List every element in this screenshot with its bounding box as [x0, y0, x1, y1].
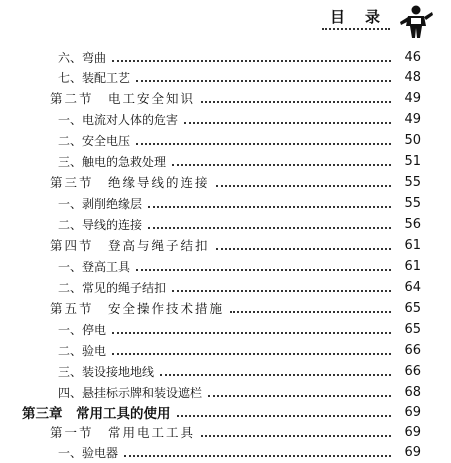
toc-entry-page: 66 [404, 342, 421, 358]
toc-entry[interactable] [0, 66, 451, 88]
toc-entry[interactable] [0, 276, 451, 298]
toc-entry-page: 55 [404, 195, 421, 211]
dot-leader [124, 455, 391, 457]
toc-entry-label: 六、弯曲 [58, 50, 107, 65]
toc-entry-label: 一、验电器 [58, 445, 119, 460]
toc-section[interactable] [0, 171, 451, 193]
toc-entry[interactable] [0, 360, 451, 382]
toc-entry[interactable] [0, 108, 451, 130]
toc-entry[interactable] [0, 192, 451, 214]
toc-entry-page: 50 [404, 132, 421, 148]
toc-section-label: 第二节 电工安全知识 [50, 91, 196, 106]
toc-entry-label: 二、安全电压 [58, 133, 131, 148]
toc-entry-page: 49 [404, 90, 421, 106]
toc-section[interactable] [0, 421, 451, 443]
toc-section[interactable] [0, 297, 451, 319]
dot-leader [112, 60, 391, 62]
toc-entry[interactable] [0, 129, 451, 151]
toc-section-label: 第一节 常用电工工具 [50, 425, 196, 440]
toc-entry-page: 46 [404, 49, 421, 65]
toc-entry[interactable] [0, 150, 451, 172]
toc-section[interactable] [0, 87, 451, 109]
toc-entry-page: 48 [404, 69, 421, 85]
toc-entry-page: 51 [404, 153, 421, 169]
toc-entry-label: 二、导线的连接 [58, 217, 143, 232]
toc-entry-label: 三、装设接地地线 [58, 364, 155, 379]
toc-section[interactable] [0, 234, 451, 256]
dot-leader [148, 227, 391, 229]
toc-entry-page: 69 [404, 404, 421, 420]
toc-entry-label: 三、触电的急救处理 [58, 154, 167, 169]
dot-leader [184, 122, 391, 124]
page-header [0, 0, 451, 44]
toc-entry[interactable] [0, 46, 451, 68]
dot-leader [177, 415, 392, 417]
toc-entry[interactable] [0, 441, 451, 463]
toc-entry-label: 二、验电 [58, 343, 107, 358]
toc-entry-page: 68 [404, 384, 421, 400]
toc-entry[interactable] [0, 339, 451, 361]
toc-entry[interactable] [0, 213, 451, 235]
toc-chapter-label: 第三章 常用工具的使用 [22, 406, 171, 422]
toc-entry-label: 四、悬挂标示牌和装设遮栏 [58, 385, 203, 400]
toc-entry-page: 61 [404, 237, 421, 253]
toc-entry-page: 49 [404, 111, 421, 127]
toc-entry-page: 61 [404, 258, 421, 274]
dot-leader [136, 269, 391, 271]
toc-entry-page: 66 [404, 363, 421, 379]
dot-leader [201, 101, 391, 103]
toc-chapter[interactable] [0, 401, 451, 423]
toc-entry-label: 一、登高工具 [58, 259, 131, 274]
toc-entry-page: 65 [404, 300, 421, 316]
toc-entry-page: 69 [404, 444, 421, 460]
toc-entry-page: 64 [404, 279, 421, 295]
dot-leader [136, 80, 391, 82]
toc-section-label: 第三节 绝缘导线的连接 [50, 175, 210, 190]
toc-entry[interactable] [0, 318, 451, 340]
dot-leader [112, 353, 391, 355]
dot-leader [208, 395, 391, 397]
dot-leader [148, 206, 391, 208]
dot-leader [216, 185, 391, 187]
toc-section-label: 第五节 安全操作技术措施 [50, 301, 225, 316]
dot-leader [172, 290, 391, 292]
toc-entry-label: 一、停电 [58, 322, 107, 337]
toc-entry-label: 七、装配工艺 [58, 70, 131, 85]
toc-entry-label: 二、常见的绳子结扣 [58, 280, 167, 295]
dot-leader [112, 332, 391, 334]
dot-leader [172, 164, 391, 166]
toc-entry[interactable] [0, 255, 451, 277]
toc-entry-page: 69 [404, 424, 421, 440]
toc-entry-page: 56 [404, 216, 421, 232]
dot-leader [201, 435, 391, 437]
toc-entry[interactable] [0, 381, 451, 403]
dot-leader [230, 311, 391, 313]
dot-leader [160, 374, 391, 376]
title-underline [322, 28, 390, 30]
toc-entry-page: 55 [404, 174, 421, 190]
toc-section-label: 第四节 登高与绳子结扣 [50, 238, 210, 253]
toc-entry-label: 一、电流对人体的危害 [58, 112, 179, 127]
toc-entry-page: 65 [404, 321, 421, 337]
dot-leader [136, 143, 391, 145]
page-title: 目录 [330, 8, 401, 26]
worker-icon [398, 4, 434, 38]
dot-leader [216, 248, 391, 250]
toc-entry-label: 一、剥削绝缘层 [58, 196, 143, 211]
